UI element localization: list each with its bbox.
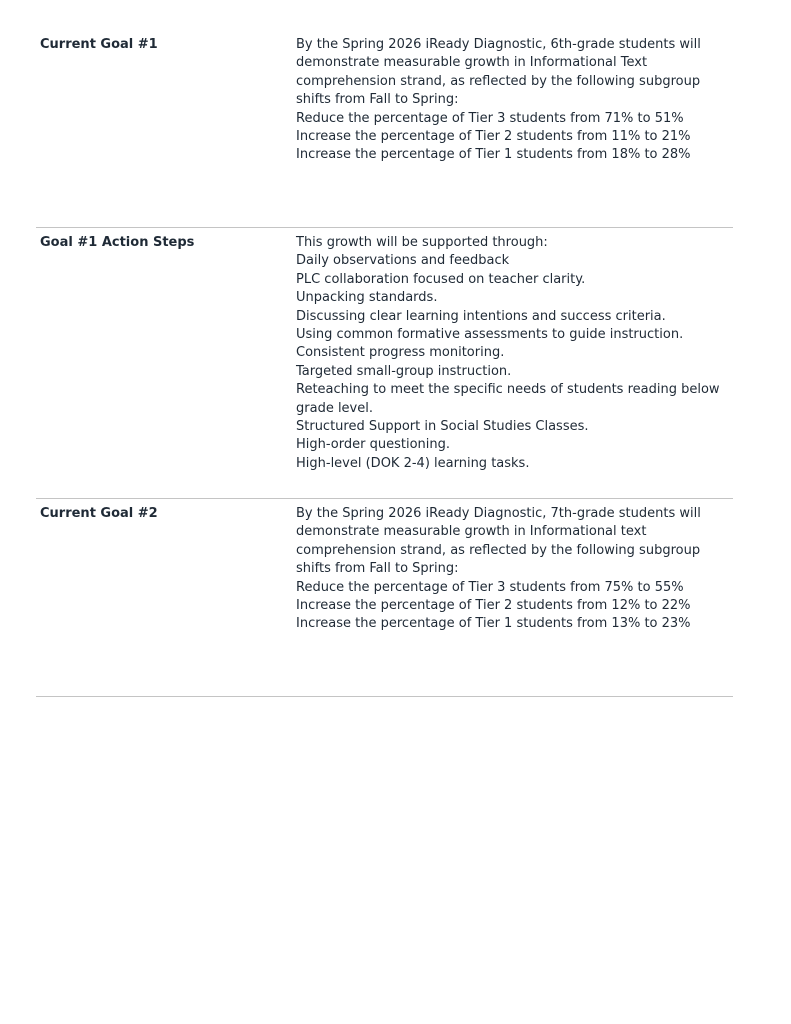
goals-table [36, 36, 733, 697]
action-steps-content [292, 234, 733, 498]
goal-1-row [36, 36, 733, 228]
goal-2-tier-3-target: Reduce the percentage of Tier 3 students from 75% to 55% [296, 579, 684, 595]
action-step-item: High-level (DOK 2-4) learning tasks. [296, 455, 530, 471]
goal-2-tier-2-target: Increase the percentage of Tier 2 students from 12% to 22% [296, 598, 691, 614]
action-step-item: Discussing clear learning intentions and success criteria. [296, 308, 666, 324]
goal-2-line: shifts from Fall to Spring: [296, 561, 459, 577]
goal-2-line: demonstrate measurable growth in Informational text [296, 524, 647, 540]
goal-2-label: Current Goal #2 [40, 506, 158, 521]
action-step-item: grade level. [296, 400, 373, 416]
action-step-item: Unpacking standards. [296, 290, 438, 306]
goal-1-label: Current Goal #1 [40, 37, 158, 52]
goal-1-tier-2-target: Increase the percentage of Tier 2 students from 11% to 21% [296, 129, 691, 145]
goal-1-content [292, 36, 733, 227]
goal-2-content [292, 505, 733, 696]
goal-1-line: shifts from Fall to Spring: [296, 92, 459, 108]
goal-1-tier-1-target: Increase the percentage of Tier 1 students from 18% to 28% [296, 147, 691, 163]
action-step-item: PLC collaboration focused on teacher clarity. [296, 271, 586, 287]
goal-2-row [36, 499, 733, 697]
action-steps-intro: This growth will be supported through: [296, 235, 548, 250]
goal-1-tier-3-target: Reduce the percentage of Tier 3 students from 71% to 51% [296, 110, 684, 126]
action-step-item: Structured Support in Social Studies Classes. [296, 419, 589, 435]
goal-1-line: demonstrate measurable growth in Informational Text [296, 55, 648, 71]
goal-1-action-steps-row [36, 228, 733, 499]
goal-2-tier-1-target: Increase the percentage of Tier 1 students from 13% to 23% [296, 616, 691, 632]
action-step-item: Reteaching to meet the specific needs of students reading below [296, 382, 720, 398]
action-step-item: Daily observations and feedback [296, 253, 510, 269]
goal-1-line: By the Spring 2026 iReady Diagnostic, 6th-grade students will [296, 37, 701, 52]
action-step-item: Using common formative assessments to guide instruction. [296, 327, 684, 343]
action-step-item: Targeted small-group instruction. [296, 363, 512, 379]
action-step-item: Consistent progress monitoring. [296, 345, 505, 361]
action-step-item: High-order questioning. [296, 437, 451, 453]
goal-2-line: By the Spring 2026 iReady Diagnostic, 7th-grade students will [296, 506, 701, 521]
goal-1-line: comprehension strand, as reflected by the following subgroup [296, 73, 701, 89]
goal-2-line: comprehension strand, as reflected by the following subgroup [296, 542, 701, 558]
action-steps-label: Goal #1 Action Steps [40, 235, 195, 250]
